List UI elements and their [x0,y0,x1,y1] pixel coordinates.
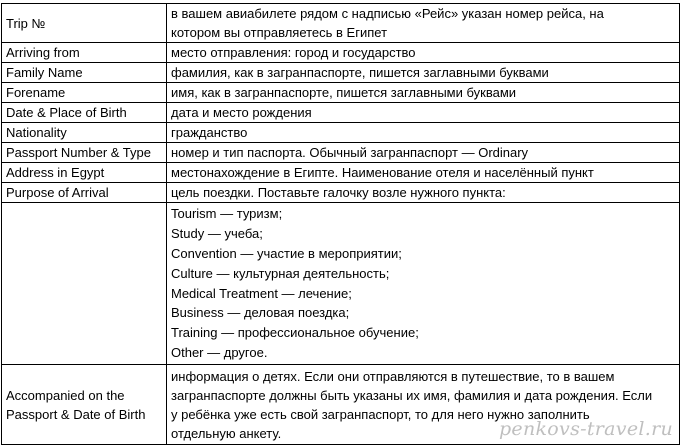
field-accompanied [2,365,167,445]
field-address-in-egypt: Address in Egypt [2,163,167,183]
purpose-option-convention: Convention — участие в мероприятии; [171,245,402,261]
table-row [2,83,680,103]
value-passport-number-type: номер и тип паспорта. Обычный загранпаспорт — Ordinary [167,143,680,163]
value-nationality: гражданство [167,123,680,143]
field-line: Accompanied on the [6,387,125,403]
table-row [2,183,680,203]
purpose-option-tourism: Tourism — туризм; [171,206,283,222]
purpose-option-training: Training — профессиональное обучение; [171,325,419,341]
field-nationality: Nationality [2,123,167,143]
value-line: загранпаспорте должны быть указаны их имя, фамилия и дата рождения. Если [171,387,653,403]
value-arriving-from: место отправления: город и государство [167,43,680,63]
purpose-options-list [167,203,680,365]
purpose-options-label-cell [2,203,167,365]
table-row [2,123,680,143]
table-row [2,4,680,43]
purpose-option-business: Business — деловая поездка; [171,305,350,321]
field-forename: Forename [2,83,167,103]
value-family-name: фамилия, как в загранпаспорте, пишется заглавными буквами [167,63,680,83]
table-row [2,163,680,183]
value-line: котором вы отправляетесь в Египет [171,25,388,40]
purpose-option-medical-treatment: Medical Treatment — лечение; [171,285,352,301]
purpose-option-other: Other — другое. [171,344,268,360]
field-passport-number-type: Passport Number & Type [2,143,167,163]
field-purpose-of-arrival: Purpose of Arrival [2,183,167,203]
table-row [2,63,680,83]
form-fields-table [1,3,680,445]
value-address-in-egypt: местонахождение в Египте. Наименование отеля и населённый пункт [167,163,680,183]
value-purpose-of-arrival: цель поездки. Поставьте галочку возле нужного пункта: [167,183,680,203]
value-line: в вашем авиабилете рядом с надписью «Рейс» указан номер рейса, на [171,6,604,21]
value-forename: имя, как в загранпаспорте, пишется заглавными буквами [167,83,680,103]
table-row [2,203,680,365]
table-row [2,43,680,63]
purpose-option-study: Study — учеба; [171,226,263,242]
table-row [2,103,680,123]
field-line: Passport & Date of Birth [6,406,146,422]
purpose-option-culture: Culture — культурная деятельность; [171,265,390,281]
field-trip-number: Trip № [2,4,167,43]
value-line: у ребёнка уже есть свой загранпаспорт, то для него нужно заполнить [171,406,590,422]
value-line: информация о детях. Если они отправляются в путешествие, то в вашем [171,368,615,384]
value-line: отдельную анкету. [171,425,282,441]
field-arriving-from: Arriving from [2,43,167,63]
watermark: penkovs-travel.ru [498,418,673,440]
field-family-name: Family Name [2,63,167,83]
table-row [2,143,680,163]
value-date-place-of-birth: дата и место рождения [167,103,680,123]
value-trip-number [167,4,680,43]
field-date-place-of-birth: Date & Place of Birth [2,103,167,123]
